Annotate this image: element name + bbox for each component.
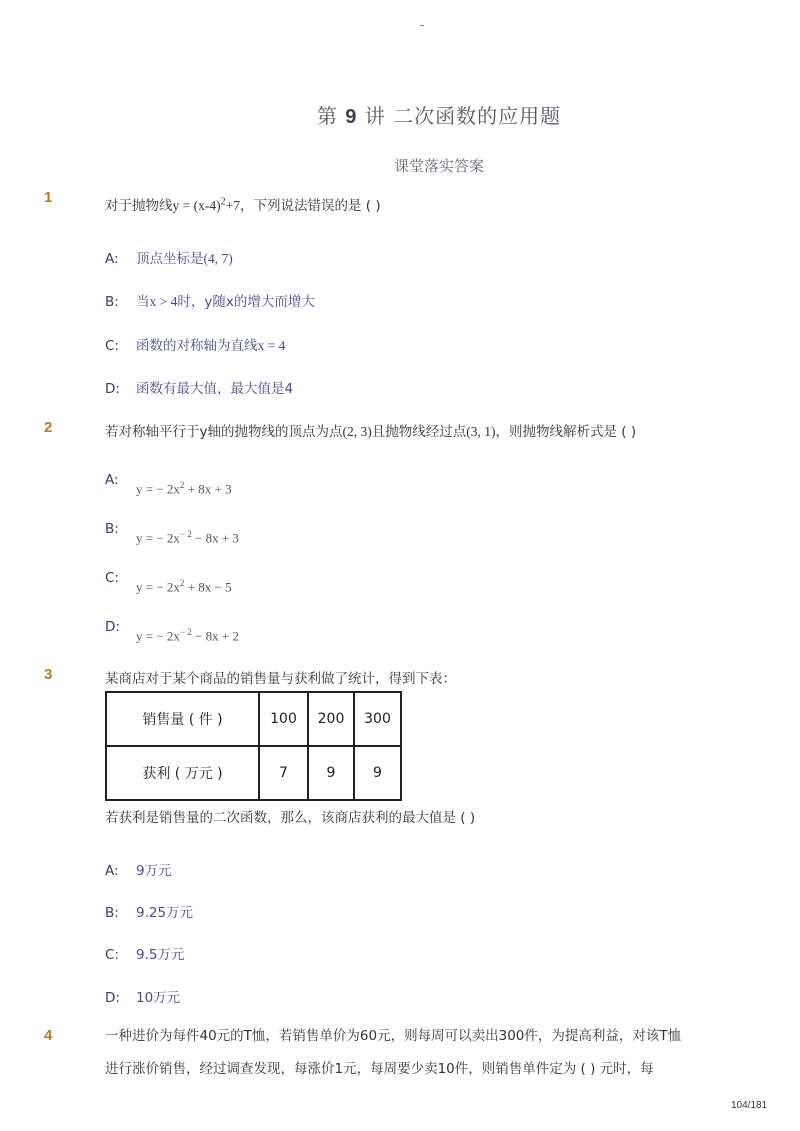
q3-option-b[interactable]: B: 9.25万元 (105, 905, 194, 921)
q3-option-a[interactable]: A: 9万元 (105, 863, 172, 879)
q1-option-b[interactable]: B: 当x > 4时，y随x的增大而增大 (105, 294, 315, 310)
header-dash: - (420, 18, 425, 32)
q2-option-a[interactable]: A:y = − $2x^2 + 8x + 3$ (105, 472, 232, 497)
page-number: 104/181 (731, 1100, 768, 1111)
table-cell: 销售量 ( 件 ) (106, 692, 259, 746)
question-stem-3-followup: 若获利是销售量的二次函数，那么，该商店获利的最大值是 ( ) (105, 810, 476, 826)
question-stem-3: 某商店对于某个商品的销售量与获利做了统计，得到下表： (105, 671, 456, 687)
question-number-3: 3 (44, 666, 53, 683)
q1-option-a[interactable]: A: 顶点坐标是(4, 7) (105, 251, 233, 267)
question-stem-4 (105, 1020, 725, 1086)
table-row (106, 692, 401, 746)
q1-option-d[interactable]: D: 函数有最大值，最大值是4 (105, 381, 294, 397)
table-cell: 7 (259, 746, 308, 800)
table-cell: 300 (354, 692, 401, 746)
page-title: 第 9 讲 二次函数的应用题 (316, 104, 562, 128)
data-table (105, 691, 402, 801)
q3-option-c[interactable]: C: 9.5万元 (105, 947, 185, 963)
table-cell: 9 (354, 746, 401, 800)
table-cell: 获利 ( 万元 ) (106, 746, 259, 800)
table-row (106, 746, 401, 800)
q2-option-c[interactable]: C:y = − $2x^2 + 8x - 5$ (105, 570, 232, 595)
table-cell: 9 (308, 746, 354, 800)
question-stem-2: 若对称轴平行于y轴的抛物线的顶点为点(2, 3)且抛物线经过点(3, 1)，则抛物线解析式是 ( ) (105, 424, 637, 440)
page-subtitle: 课堂落实答案 (393, 157, 484, 175)
table-cell: 100 (259, 692, 308, 746)
q2-option-b[interactable]: B:y = − $2x^{- 2} - 8x + 3$ (105, 521, 239, 546)
q2-option-d[interactable]: D:y = − $2x^{- 2} - 8x + 2$ (105, 619, 239, 644)
question-stem-4-line1: 一种进价为每件40元的T恤，若销售单价为60元，则每周可以卖出300件，为提高利益，对该T恤 (105, 1028, 682, 1044)
question-stem-1: 对于抛物线$y = (x-4)^2+7$，下列说法错误的是 ( ) (105, 196, 381, 214)
question-number-4: 4 (44, 1027, 53, 1044)
q1-option-c[interactable]: C: 函数的对称轴为直线x = 4 (105, 338, 286, 354)
question-number-1: 1 (44, 189, 53, 206)
question-number-2: 2 (44, 419, 53, 436)
q3-option-d[interactable]: D: 10万元 (105, 990, 181, 1006)
table-cell: 200 (308, 692, 354, 746)
question-stem-4-line2: 进行涨价销售，经过调查发现，每涨价1元，每周要少卖10件，则销售单件定为 ( ) 元时，每 (105, 1061, 654, 1077)
